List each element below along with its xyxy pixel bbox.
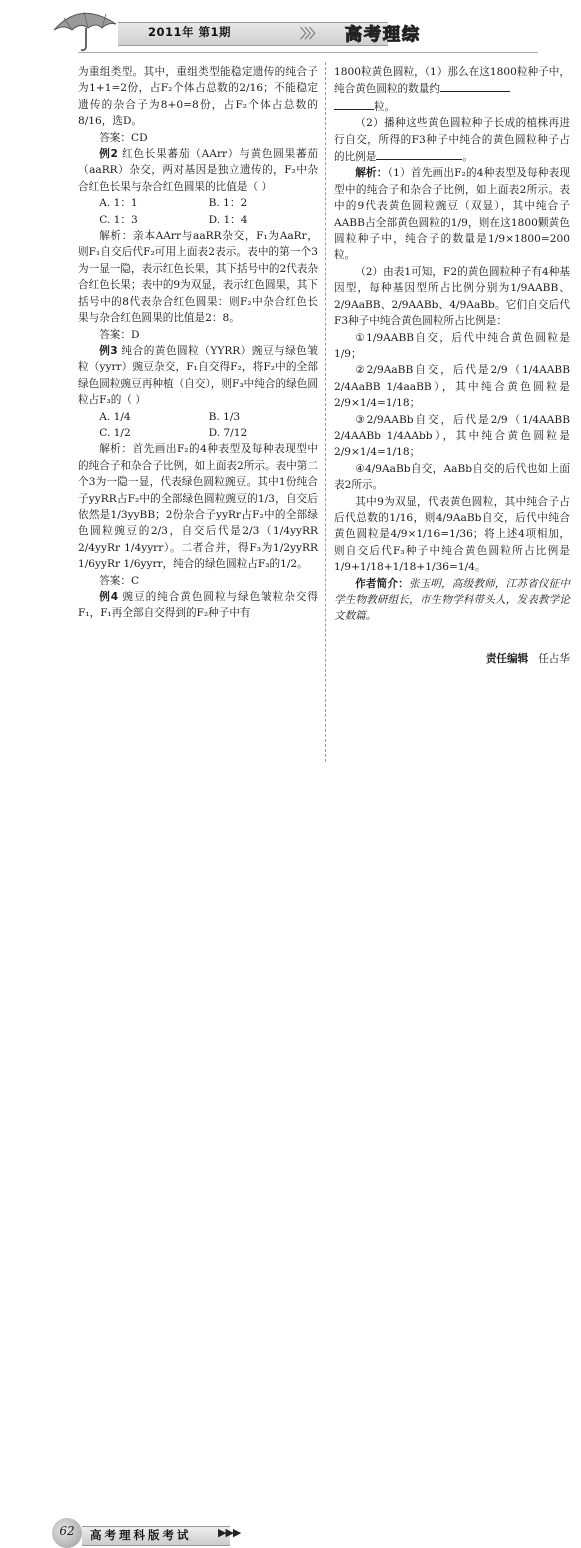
example-3 [78,343,318,409]
option: C. 1/2 [99,426,131,439]
footer-arrows-icon: ▶▶▶ [218,1526,241,1539]
paragraph: ④4/9AaBb自交，AaBb自交的后代也如上面表2所示。 [334,462,570,492]
example-4 [78,589,318,622]
paragraph: ②2/9AaBB自交，后代是2/9（1/4AABB 2/4AaBB 1/4aaBB），其中纯合黄色圆粒是2/9×1/4=1/18； [334,364,570,410]
option: B. 1：2 [208,197,248,210]
paragraph [334,64,570,115]
option: A. 1：1 [99,197,138,210]
analysis-4 [334,165,570,263]
umbrella-logo-icon [50,4,120,52]
analysis-label: 解析： [355,167,388,180]
author-text: 张玉明，高级教师，江苏省仪征中学生物教研组长，市生物学科带头人，发表教学论文数篇。 [334,577,571,623]
answer-blank [440,80,510,92]
right-column [334,64,570,667]
answer-2: 答案：D [99,328,140,341]
paragraph [334,115,570,165]
analysis-4-text: （1）首先画出F₂的4种表型及每种表现型中的纯合子和杂合子比例，如上面表2所示。表中的9代表黄色圆粒豌豆（双显），其中纯合子AABB占全部黄色圆粒的1/9，则在这1800颗黄色圆粒种子中，纯合子的数量是1/9×1800=200粒。 [334,167,570,262]
example-3-text: 纯合的黄色圆粒（YYRR）豌豆与绿色皱粒（yyrr）豌豆杂交，F₁自交得F₂，将F₂中的全部绿色圆粒豌豆再种植（自交），则F₃中纯合的绿色圆粒占F₃的（ ） [78,344,318,407]
editor-credit [334,651,570,667]
issue-label: 2011年 第1期 [148,25,232,39]
left-column [78,64,318,622]
option: C. 1：3 [99,213,138,226]
answer-blank [376,148,462,160]
page-header [0,0,581,54]
header-rule [78,52,538,53]
paragraph: （2）由表1可知，F2的黄色圆粒种子有4种基因型，每种基因型所占比例分别为1/9AABB、2/9AaBB、2/9AABb、4/9AaBb。它们自交后代F3种子中纯合黄色圆粒所占比例是： [334,265,570,328]
option: A. 1/4 [99,410,131,423]
answer-blank [334,98,374,110]
editor-label: 责任编辑 [485,652,529,665]
footer-title: 高考理科版考试 [90,1528,192,1542]
answer-1: 答案：CD [99,131,148,144]
example-3-label: 例3 [99,344,118,357]
paragraph: ①1/9AABB自交，后代中纯合黄色圆粒是1/9； [334,331,570,360]
question-2-text: （2）播种这些黄色圆粒种子长成的植株再进行自交，所得的F3种子中纯合的黄色圆粒种子占的比例是 [334,117,570,164]
answer-3: 答案：C [99,574,140,587]
option: B. 1/3 [208,410,241,423]
header-chevrons: 〉〉〉 [300,27,321,42]
option: D. 1：4 [208,213,248,226]
analysis-3: 解析：首先画出F₂的4种表型及每种表现型中的纯合子和杂合子比例，如上面表2所示。表中第二个3为一隐一显，代表绿色圆粒豌豆。其中1份纯合子yyRR占F₂中的全部绿色圆粒豌豆的1/3，自交后依然是1/3yyBB；2份杂合子yyRr占F₂中的全部绿色圆粒豌豆的2/3，自交后代是2/3（1/4yyRR 2/4yyRr 1/4yyrr）。二者合并，得F₃为1/2yyRR 1/6yyRr 1/6yyrr，纯合的绿色圆粒占F₃的1/2。 [78,443,318,571]
paragraph: ③2/9AABb自交，后代是2/9（1/4AABB 2/4AABb 1/4AAbb），其中纯合黄色圆粒是2/9×1/4=1/18； [334,413,570,459]
example-3-options [78,409,318,442]
paragraph: 为重组类型。其中，重组类型能稳定遗传的纯合子为1+1=2份，占F₂个体占总数的2/16；不能稳定遗传的杂合子为8+0=8份，占F₂个体占总数的8/16，选D。 [78,66,318,128]
page-number: 62 [59,1524,75,1538]
question-1-text: 1800粒黄色圆粒，（1）那么在这1800粒种子中，纯合黄色圆粒的数量约 [334,66,570,96]
example-2 [78,146,318,195]
example-4-text: 豌豆的纯合黄色圆粒与绿色皱粒杂交得F₁，F₁再全部自交得到的F₂种子中有 [78,591,319,620]
example-2-text: 红色长果蕃茄（AArr）与黄色圆果蕃茄（aaRR）杂交，两对基因是独立遗传的，F₂中杂合红色长果与杂合红色圆果的比值是（ ） [78,148,318,193]
example-2-options [78,195,318,228]
journal-title: 高考理综 [345,25,421,45]
analysis-2: 解析：亲本AArr与aaRR杂交，F₁为AaRr，则F₁自交后代F₂可用上面表2表示。表中的第一个3为一显一隐，表示红色长果，其下括号中的2代表杂合红色长果；表中的9为双显，表示红色圆果，其下括号中的8代表杂合红色圆果：则F₂中杂合红色长果与杂合红色圆果的比值是2：8。 [78,230,318,325]
page-footer [0,756,581,1542]
question-2-end: 。 [462,151,473,164]
paragraph: 其中9为双显，代表黄色圆粒，其中纯合子占后代总数的1/16，则4/9AaBb自交，后代中纯合黄色圆粒是4/9×1/16=1/36；将上述4项相加，则自交后代F₃种子中纯合黄色圆粒所占比例是1/9+1/18+1/18+1/36=1/4。 [334,495,570,574]
example-2-label: 例2 [99,148,118,161]
column-divider [325,62,326,762]
question-1-end: 粒。 [374,100,396,113]
author-bio [334,576,570,625]
author-label: 作者简介： [355,577,409,590]
editor-name: 任占华 [538,652,570,665]
example-4-label: 例4 [99,591,119,603]
option: D. 7/12 [208,426,248,439]
